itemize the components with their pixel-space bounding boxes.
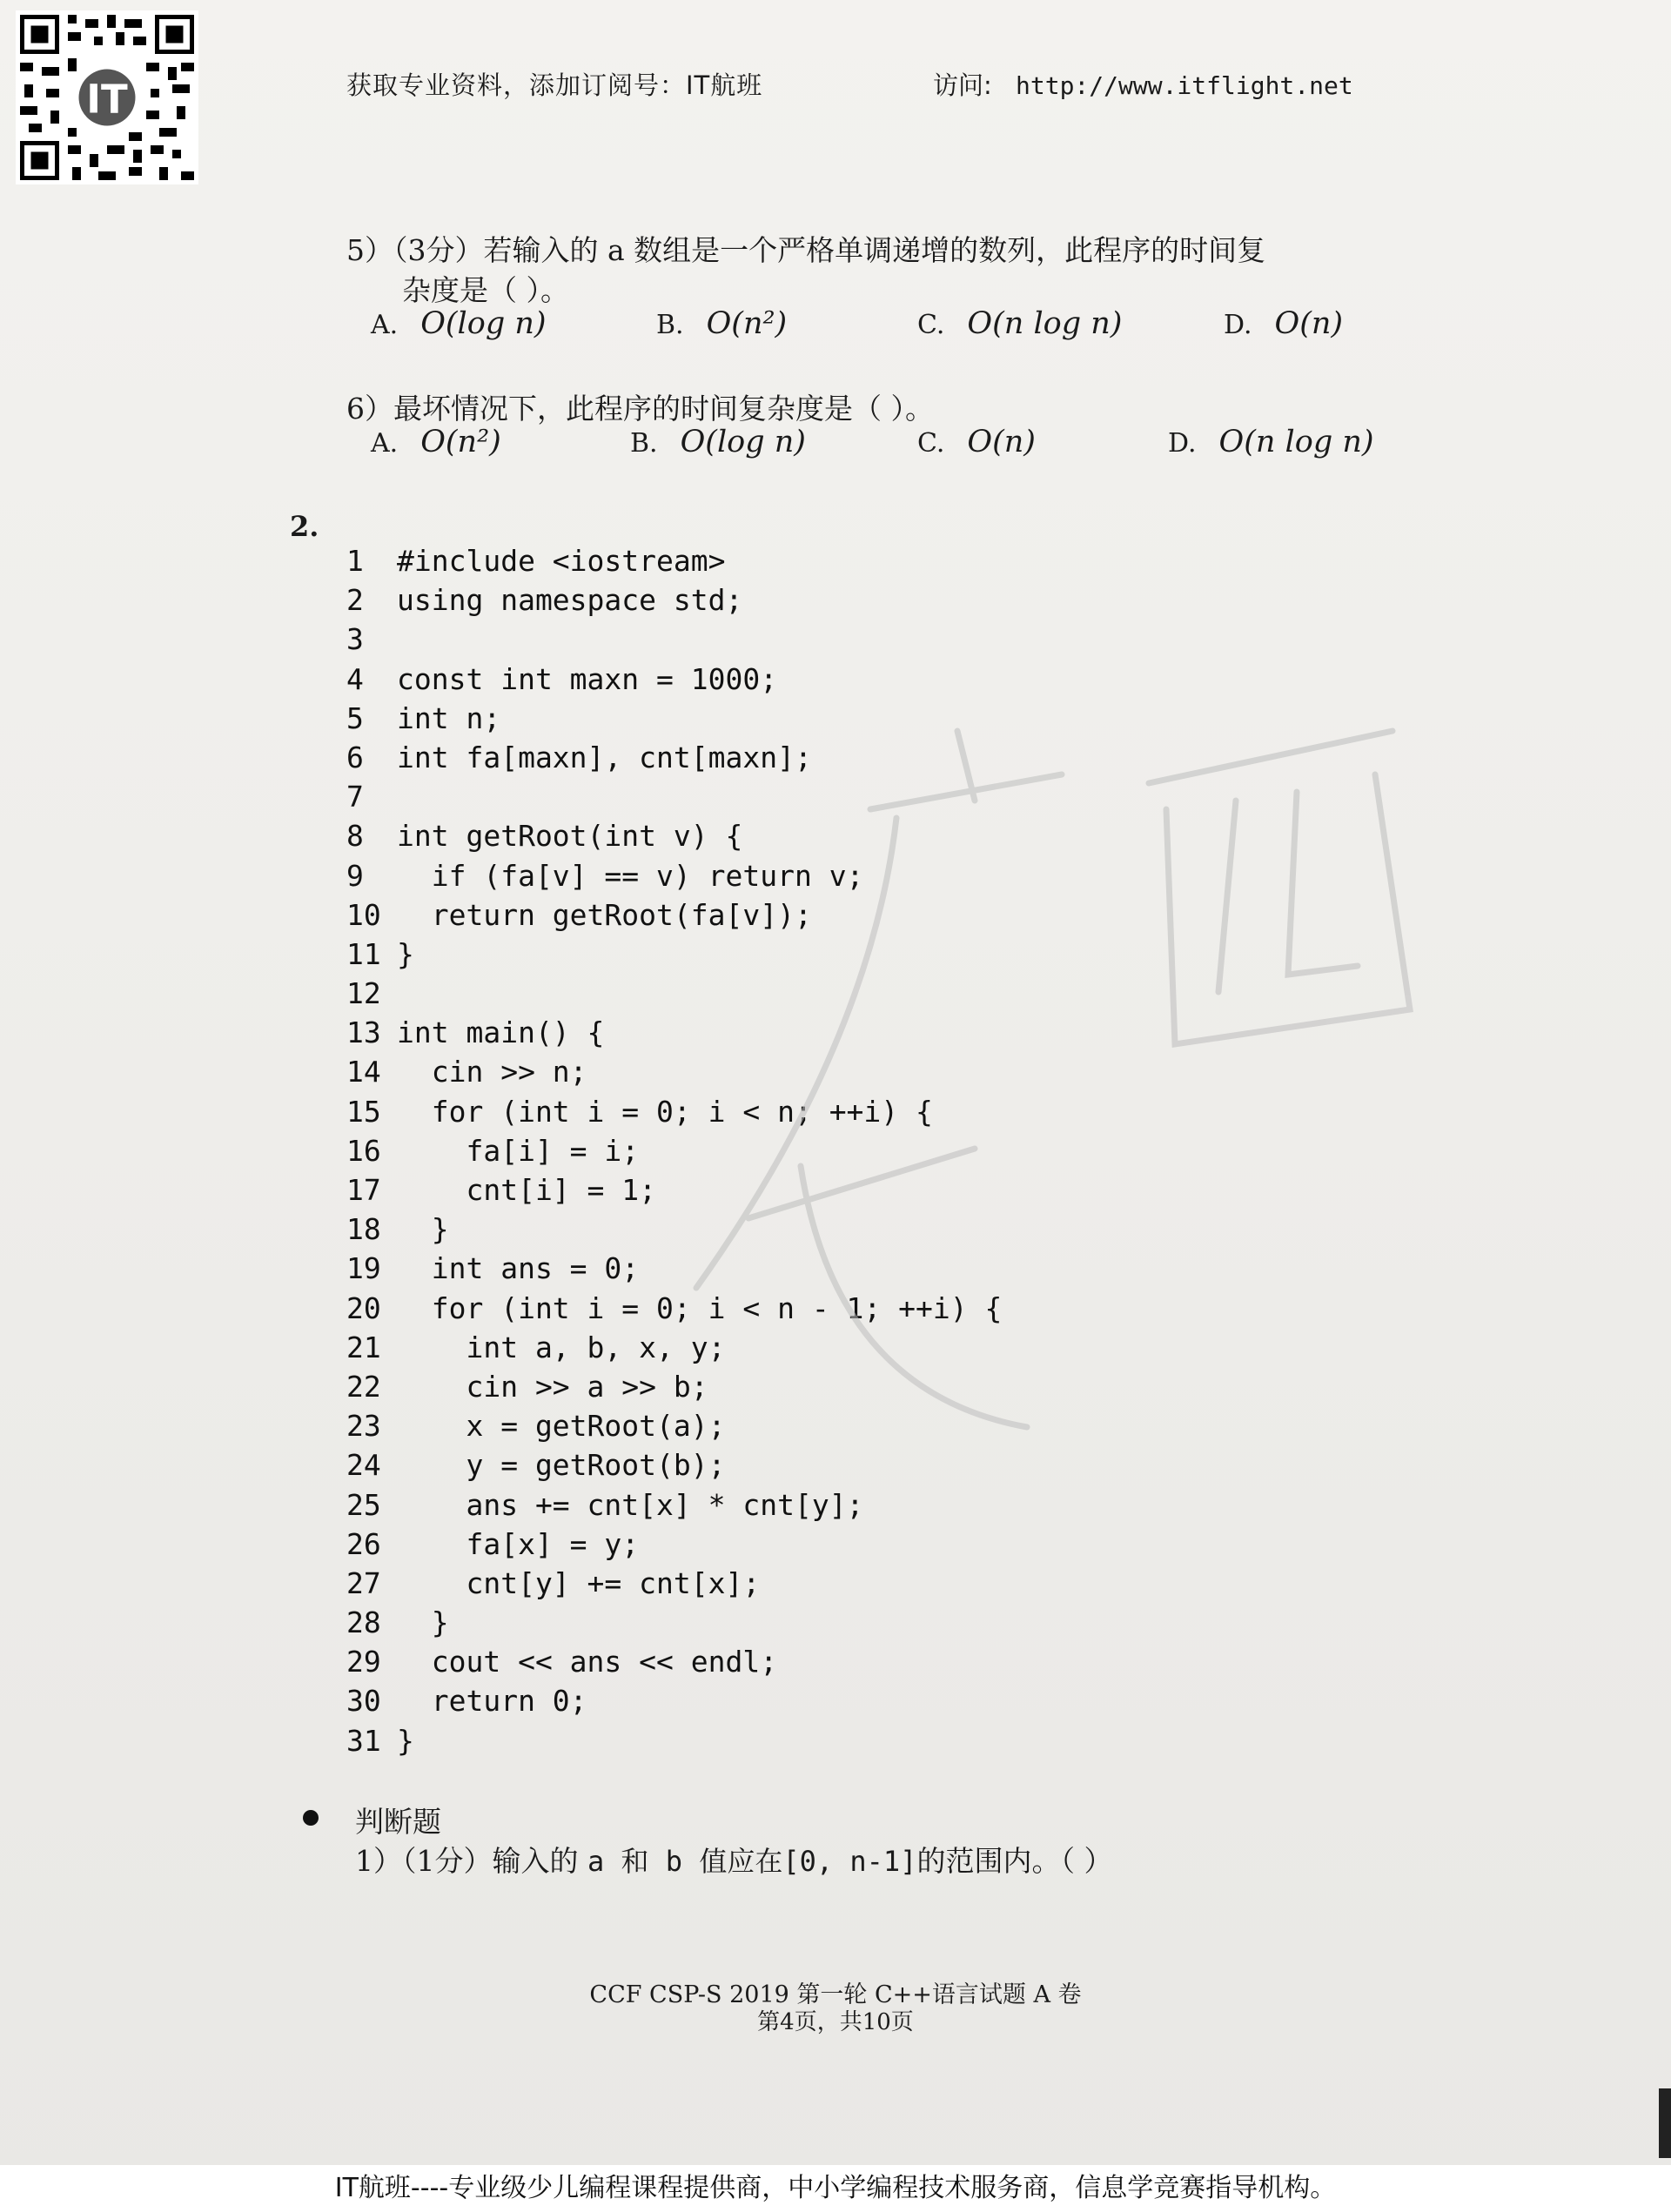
line-number: 26: [346, 1526, 381, 1561]
q5-option-a[interactable]: [371, 306, 547, 341]
line-number: 18: [346, 1212, 381, 1247]
line-number: 27: [346, 1565, 381, 1600]
code-text: int main() {: [397, 1016, 605, 1050]
code-text: cnt[y] += cnt[x];: [397, 1565, 761, 1600]
page-edge-mark: [1659, 2088, 1671, 2158]
code-line: [346, 1013, 1002, 1052]
bullet-icon: [303, 1810, 319, 1826]
code-text: int a, b, x, y;: [397, 1330, 726, 1364]
line-number: 14: [346, 1055, 381, 1089]
code-line: [346, 1328, 1002, 1367]
code-line: [346, 1210, 1002, 1249]
option-math: O(n log n): [967, 306, 1123, 341]
option-math: O(n): [1274, 306, 1344, 341]
code-text: for (int i = 0; i < n; ++i) {: [397, 1094, 933, 1129]
code-line: [346, 660, 1002, 699]
code-line: [346, 1170, 1002, 1210]
code-text: fa[i] = i;: [397, 1133, 640, 1168]
line-number: 5: [346, 700, 364, 735]
line-number: 19: [346, 1251, 381, 1286]
code-text: x = getRoot(a);: [397, 1409, 726, 1444]
code-line: [346, 1564, 1002, 1603]
header-visit: [933, 66, 1353, 102]
line-number: 4: [346, 661, 364, 696]
code-line: [346, 580, 1002, 620]
code-text: cout << ans << endl;: [397, 1645, 778, 1679]
line-number: 24: [346, 1448, 381, 1483]
code-line: [346, 1603, 1002, 1642]
code-line: [346, 1131, 1002, 1170]
code-text: cin >> n;: [397, 1055, 587, 1089]
line-number: 20: [346, 1290, 381, 1325]
code-text: const int maxn = 1000;: [397, 661, 778, 696]
header-subscribe-text: 获取专业资料，添加订阅号：IT航班: [346, 70, 763, 100]
qr-code-icon: [16, 10, 198, 184]
option-math: O(n log n): [1218, 425, 1374, 459]
bottom-banner: IT航班----专业级少儿编程课程提供商，中小学编程技术服务商，信息学竞赛指导机构。: [0, 2165, 1671, 2212]
q6-option-c[interactable]: [917, 425, 1036, 459]
code-text: y = getRoot(b);: [397, 1448, 726, 1483]
q5-option-c[interactable]: [917, 306, 1122, 341]
code-line: [346, 1289, 1002, 1328]
code-text: #include <iostream>: [397, 544, 726, 578]
judge-q1-suffix: 的范围内。（ ）: [916, 1844, 1113, 1878]
line-number: 9: [346, 858, 364, 893]
option-letter: D.: [1224, 310, 1252, 340]
code-text: cin >> a >> b;: [397, 1369, 708, 1404]
line-number: 13: [346, 1016, 381, 1050]
svg-text:IT: IT: [86, 76, 128, 123]
line-number: 1: [346, 544, 364, 578]
option-letter: B.: [630, 428, 658, 459]
code-line: [346, 541, 1002, 580]
judge-q1-mid: a 和 b 值应在[0, n-1]: [587, 1845, 917, 1878]
code-line: [346, 1721, 1002, 1760]
code-line: [346, 1681, 1002, 1720]
line-number: 25: [346, 1487, 381, 1522]
code-text: }: [397, 1723, 414, 1758]
option-math: O(n²): [706, 306, 788, 341]
line-number: 10: [346, 897, 381, 932]
q6-option-d[interactable]: [1168, 425, 1374, 459]
q5-option-b[interactable]: [656, 306, 787, 341]
code-text: for (int i = 0; i < n - 1; ++i) {: [397, 1290, 1003, 1325]
option-math: O(n²): [420, 425, 501, 459]
option-letter: A.: [371, 310, 399, 340]
code-line: [346, 1642, 1002, 1681]
line-number: 23: [346, 1409, 381, 1444]
code-listing: [346, 541, 1002, 1760]
code-line: [346, 1249, 1002, 1288]
code-line: [346, 935, 1002, 974]
line-number: 3: [346, 622, 364, 657]
option-math: O(n): [967, 425, 1036, 459]
code-text: return getRoot(fa[v]);: [397, 897, 812, 932]
line-number: 8: [346, 819, 364, 854]
code-text: ans += cnt[x] * cnt[y];: [397, 1487, 864, 1522]
code-text: fa[x] = y;: [397, 1526, 640, 1561]
code-line: [346, 856, 1002, 895]
code-text: cnt[i] = 1;: [397, 1173, 657, 1207]
section-number: 2.: [290, 510, 319, 543]
q5-option-d[interactable]: [1224, 306, 1343, 341]
code-text: using namespace std;: [397, 583, 743, 618]
line-number: 17: [346, 1173, 381, 1207]
q6-option-a[interactable]: [371, 425, 501, 459]
option-math: O(log n): [420, 306, 547, 341]
line-number: 21: [346, 1330, 381, 1364]
line-number: 11: [346, 936, 381, 971]
option-letter: C.: [917, 310, 945, 340]
line-number: 7: [346, 780, 364, 814]
line-number: 6: [346, 740, 364, 774]
line-number: 28: [346, 1605, 381, 1640]
q6-option-b[interactable]: [630, 425, 806, 459]
code-text: int ans = 0;: [397, 1251, 640, 1286]
header-url-link[interactable]: http://www.itflight.net: [1016, 71, 1353, 100]
code-text: if (fa[v] == v) return v;: [397, 858, 864, 893]
line-number: 2: [346, 583, 364, 618]
code-line: [346, 1485, 1002, 1525]
option-letter: A.: [371, 428, 399, 459]
footer-page-info: 第4页，共10页: [757, 2009, 914, 2035]
line-number: 15: [346, 1094, 381, 1129]
code-text: }: [397, 1605, 449, 1640]
code-line: [346, 1406, 1002, 1445]
option-letter: D.: [1168, 428, 1197, 459]
line-number: 31: [346, 1723, 381, 1758]
code-line: [346, 816, 1002, 855]
line-number: 29: [346, 1645, 381, 1679]
code-text: return 0;: [397, 1684, 587, 1719]
line-number: 16: [346, 1133, 381, 1168]
code-text: int n;: [397, 700, 501, 735]
code-text: int getRoot(int v) {: [397, 819, 743, 854]
code-line: [346, 1052, 1002, 1091]
q5-line2: 杂度是（ ）。: [402, 273, 569, 307]
q5-line1: 5）（3分）若输入的 a 数组是一个严格单调递增的数列，此程序的时间复: [346, 233, 1266, 267]
code-line: [346, 974, 1002, 1013]
code-line: [346, 1367, 1002, 1406]
code-line: [346, 1525, 1002, 1564]
code-line: [346, 777, 1002, 816]
option-letter: C.: [917, 428, 945, 459]
line-number: 22: [346, 1369, 381, 1404]
q6-line1: 6）最坏情况下，此程序的时间复杂度是（ ）。: [346, 392, 934, 426]
code-line: [346, 895, 1002, 935]
judge-title: 判断题: [355, 1805, 441, 1839]
code-line: [346, 1445, 1002, 1485]
code-line: [346, 620, 1002, 659]
code-text: int fa[maxn], cnt[maxn];: [397, 740, 812, 774]
option-letter: B.: [656, 310, 684, 340]
judge-q1[interactable]: [355, 1839, 1112, 1880]
code-line: [346, 1092, 1002, 1131]
code-line: [346, 738, 1002, 777]
footer-exam-title: CCF CSP-S 2019 第一轮 C++语言试题 A 卷: [589, 1981, 1082, 2008]
code-text: }: [397, 936, 414, 971]
line-number: 12: [346, 976, 381, 1011]
option-math: O(log n): [680, 425, 806, 459]
code-text: }: [397, 1212, 449, 1247]
code-line: [346, 699, 1002, 738]
line-number: 30: [346, 1684, 381, 1719]
judge-q1-prefix: 1）（1分）输入的: [355, 1844, 587, 1878]
header-visit-label: 访问:: [933, 70, 992, 100]
